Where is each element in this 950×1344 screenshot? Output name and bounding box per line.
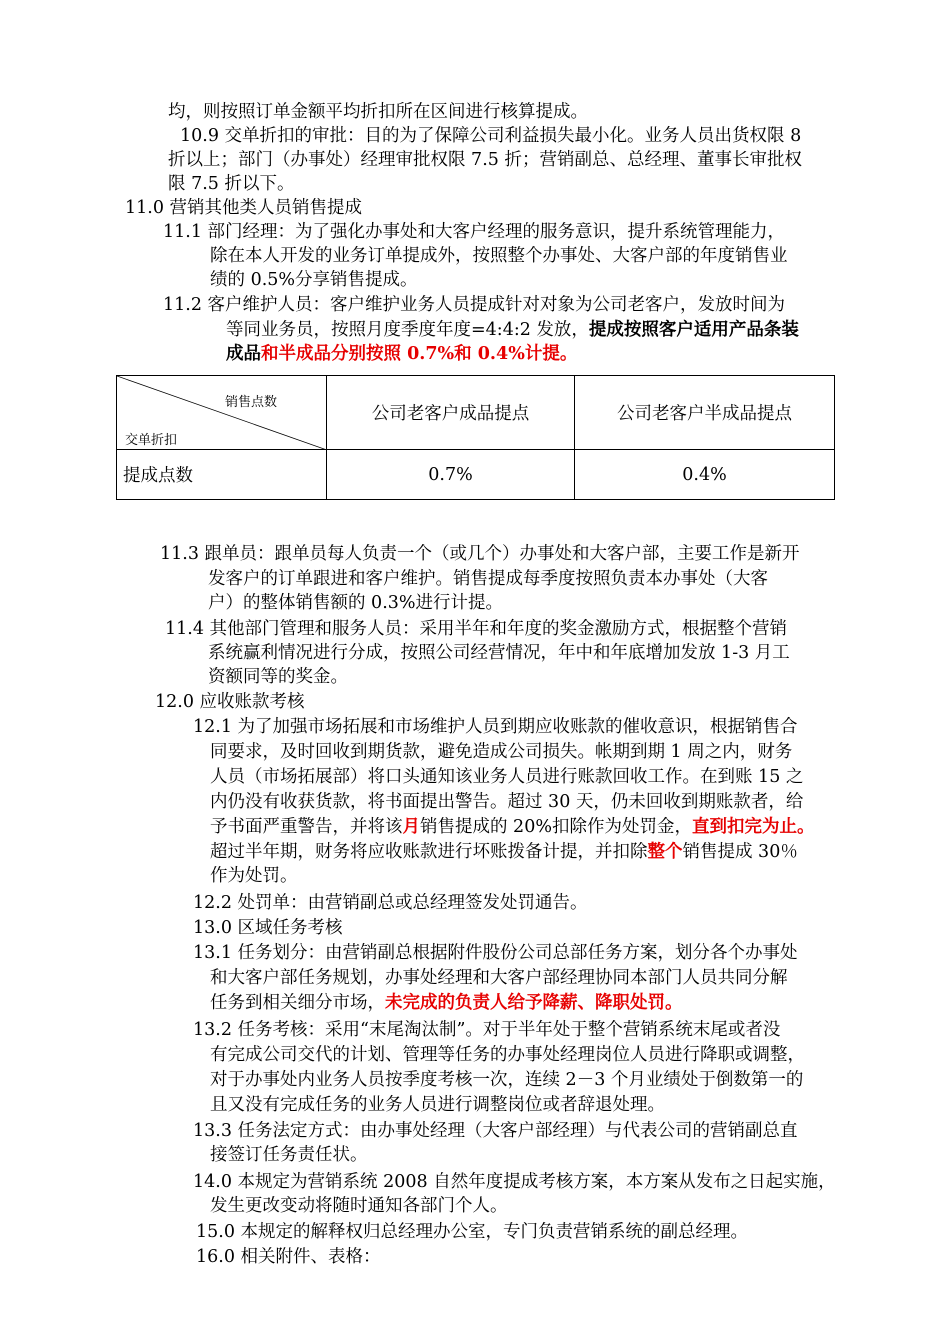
corner-label-sales-points: 销售点数	[225, 395, 278, 410]
body-text: 和大客户部任务规划，办事处经理和大客户部经理协同本部门人员共同分解	[210, 968, 788, 988]
body-text: 内仍没有收获货款，将书面提出警告。超过 30 天，仍未回收到期账款者，给	[210, 792, 804, 812]
text-line	[196, 1245, 381, 1269]
table-row	[117, 450, 835, 500]
body-text: 资额同等的奖金。	[208, 667, 348, 687]
text-line	[210, 790, 803, 814]
text-line	[210, 1068, 803, 1092]
text-line	[193, 715, 798, 739]
bold-text: 提成按照客户适用产品条装	[588, 320, 799, 340]
text-line	[193, 891, 588, 915]
body-text: 绩的 0.5%分享销售提成。	[210, 270, 418, 290]
body-text: 12.2 处罚单：由营销副总或总经理签发处罚通告。	[193, 893, 588, 913]
body-text: 10.9 交单折扣的审批：目的为了保障公司利益损失最小化。业务人员出货权限 8	[180, 126, 802, 146]
text-line	[160, 542, 800, 566]
text-line	[168, 100, 588, 124]
text-line	[193, 916, 343, 940]
body-text: 11.1 部门经理：为了强化办事处和大客户经理的服务意识，提升系统管理能力，	[163, 222, 786, 242]
body-text: 销售提成 30％	[682, 842, 798, 862]
body-text: 限 7.5 折以下。	[168, 174, 295, 194]
text-line	[193, 941, 798, 965]
emphasis-text: 整个	[647, 842, 683, 862]
commission-table	[116, 375, 835, 500]
emphasis-text: 月	[402, 817, 420, 837]
body-text: 系统赢利情况进行分成，按照公司经营情况，年中和年底增加发放 1-3 月工	[208, 643, 790, 663]
body-text: 11.3 跟单员：跟单员每人负责一个（或几个）办事处和大客户部，主要工作是新开	[160, 544, 800, 564]
body-text: 除在本人开发的业务订单提成外，按照整个办事处、大客户部的年度销售业	[210, 246, 788, 266]
text-line	[210, 840, 798, 864]
emphasis-text: 直到扣完为止。	[691, 817, 815, 837]
text-line	[210, 740, 792, 764]
header-finished-product: 公司老客户成品提点	[327, 376, 575, 450]
body-text: 13.2 任务考核：采用“末尾淘汰制”。对于半年处于整个营销系统末尾或者没	[193, 1020, 781, 1040]
text-line	[210, 244, 788, 268]
header-semi-finished-product: 公司老客户半成品提点	[575, 376, 835, 450]
text-line	[193, 1170, 836, 1194]
text-line	[193, 1018, 780, 1042]
body-text: 16.0 相关附件、表格：	[196, 1247, 381, 1267]
text-line	[210, 1043, 805, 1067]
corner-label-discount: 交单折扣	[125, 433, 178, 448]
body-text: 作为处罚。	[210, 866, 298, 886]
text-line	[193, 1119, 798, 1143]
text-line	[180, 124, 801, 148]
body-text: 等同业务员，按照月度季度年度=4:4:2 发放，	[226, 320, 589, 340]
text-line	[210, 1194, 508, 1218]
bold-text: 成品	[226, 344, 261, 364]
body-text: 人员（市场拓展部）将口头通知该业务人员进行账款回收工作。在到账 15 之	[210, 767, 804, 787]
text-line	[196, 1220, 748, 1244]
body-text: 任务到相关细分市场，	[210, 993, 385, 1013]
emphasis-text: 未完成的负责人给予降薪、降职处罚。	[385, 993, 683, 1013]
text-line	[208, 567, 768, 591]
body-text: 发生更改变动将随时通知各部门个人。	[210, 1196, 508, 1216]
body-text: 13.1 任务划分：由营销副总根据附件股份公司总部任务方案，划分各个办事处	[193, 943, 798, 963]
body-text: 接签订任务责任状。	[210, 1145, 368, 1165]
body-text: 发客户的订单跟进和客户维护。销售提成每季度按照负责本办事处（大客	[208, 569, 768, 589]
text-line	[210, 268, 418, 292]
text-line	[210, 765, 803, 789]
emphasis-text: 和半成品分别按照 0.7%和 0.4%计提。	[261, 344, 578, 364]
body-text: 11.4 其他部门管理和服务人员：采用半年和年度的奖金激励方式，根据整个营销	[165, 619, 788, 639]
text-line	[226, 318, 799, 342]
body-text: 同要求，及时回收到期货款，避免造成公司损失。帐期到期 1 周之内，财务	[210, 742, 793, 762]
text-line	[210, 966, 788, 990]
text-line	[125, 196, 362, 220]
text-line	[168, 148, 802, 172]
body-text: 13.0 区域任务考核	[193, 918, 343, 938]
body-text: 销售提成的 20%扣除作为处罚金，	[420, 817, 692, 837]
body-text: 有完成公司交代的计划、管理等任务的办事处经理岗位人员进行降职或调整，	[210, 1045, 805, 1065]
body-text: 12.0 应收账款考核	[155, 692, 305, 712]
text-line	[210, 1143, 368, 1167]
body-text: 超过半年期，财务将应收账款进行坏账拨备计提，并扣除	[210, 842, 648, 862]
body-text: 且又没有完成任务的业务人员进行调整岗位或者辞退处理。	[210, 1095, 665, 1115]
body-text: 12.1 为了加强市场拓展和市场维护人员到期应收账款的催收意识，根据销售合	[193, 717, 798, 737]
text-line	[163, 293, 785, 317]
text-line	[155, 690, 305, 714]
diagonal-header-cell	[117, 376, 327, 450]
value-finished-product: 0.7%	[327, 450, 575, 500]
row-label-commission-points: 提成点数	[117, 450, 327, 500]
text-line	[208, 591, 503, 615]
table-header-row	[117, 376, 835, 450]
text-line	[210, 815, 814, 839]
body-text: 均，则按照订单金额平均折扣所在区间进行核算提成。	[168, 102, 588, 122]
text-line	[210, 864, 298, 888]
text-line	[210, 1093, 665, 1117]
body-text: 户）的整体销售额的 0.3%进行计提。	[208, 593, 504, 613]
text-line	[208, 665, 348, 689]
body-text: 14.0 本规定为营销系统 2008 自然年度提成考核方案，本方案从发布之日起实施，	[193, 1172, 836, 1192]
body-text: 折以上；部门（办事处）经理审批权限 7.5 折；营销副总、总经理、董事长审批权	[168, 150, 802, 170]
body-text: 15.0 本规定的解释权归总经理办公室，专门负责营销系统的副总经理。	[196, 1222, 749, 1242]
body-text: 13.3 任务法定方式：由办事处经理（大客户部经理）与代表公司的营销副总直	[193, 1121, 798, 1141]
text-line	[226, 342, 577, 366]
text-line	[168, 172, 294, 196]
text-line	[208, 641, 790, 665]
body-text: 对于办事处内业务人员按季度考核一次，连续 2－3 个月业绩处于倒数第一的	[210, 1070, 804, 1090]
text-line	[210, 991, 683, 1015]
value-semi-finished-product: 0.4%	[575, 450, 835, 500]
body-text: 11.0 营销其他类人员销售提成	[125, 198, 363, 218]
text-line	[165, 617, 787, 641]
body-text: 11.2 客户维护人员：客户维护业务人员提成针对对象为公司老客户，发放时间为	[163, 295, 786, 315]
body-text: 予书面严重警告，并将该	[210, 817, 403, 837]
text-line	[163, 220, 785, 244]
